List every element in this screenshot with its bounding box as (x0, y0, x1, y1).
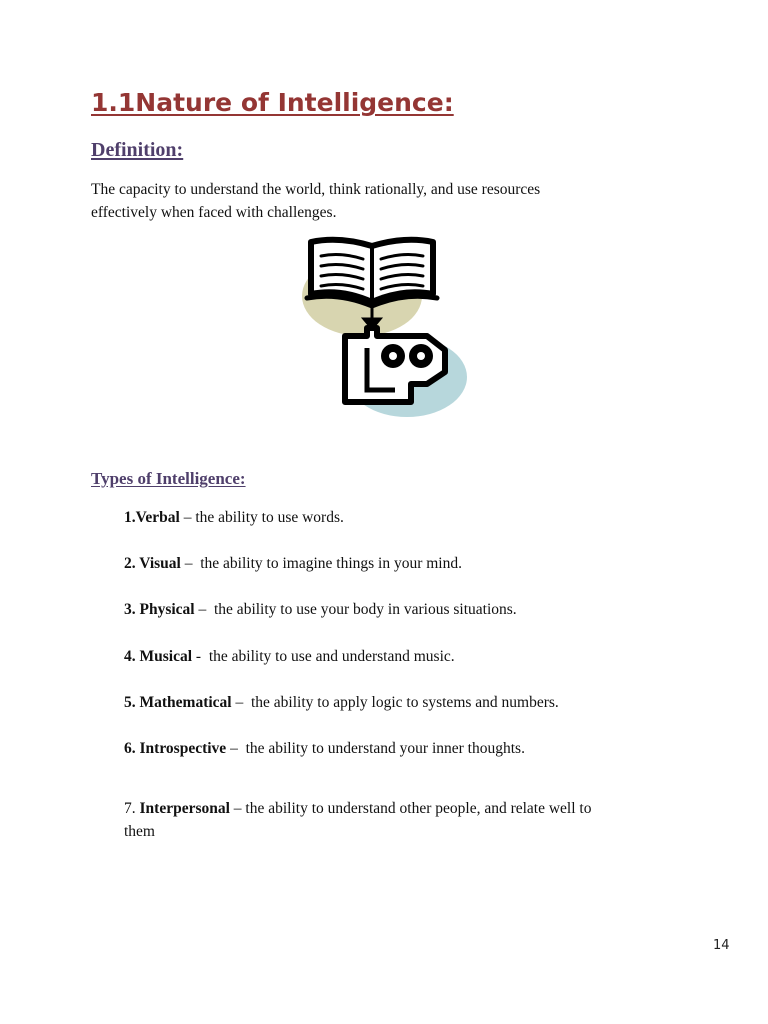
types-heading: Types of Intelligence: (91, 469, 246, 488)
type-separator: – (226, 740, 246, 757)
type-description: the ability to use your body in various situations. (214, 601, 517, 618)
list-item-verbal (124, 506, 684, 529)
type-separator: – (229, 800, 246, 817)
type-description: the ability to imagine things in your mind. (200, 555, 462, 572)
list-item-mathematical (124, 691, 684, 714)
definition-text-line-2: effectively when faced with challenges. (91, 204, 337, 221)
open-book-icon (307, 240, 437, 306)
type-description: the ability to use words. (195, 509, 344, 526)
type-separator: - (192, 648, 209, 665)
list-item-introspective (124, 737, 684, 760)
type-separator: – (179, 509, 196, 526)
list-item-visual (124, 552, 684, 575)
type-label: 2. Visual (124, 555, 181, 572)
type-separator: – (180, 555, 201, 572)
page-number: 14 (713, 938, 730, 953)
type-description: the ability to apply logic to systems and numbers. (250, 694, 559, 711)
type-label: 5. Mathematical (124, 694, 232, 711)
type-label: 1.Verbal (124, 509, 180, 526)
book-learner-illustration (295, 232, 475, 422)
list-item-musical (124, 645, 684, 668)
definition-heading: Definition: (91, 139, 184, 161)
list-item-physical (124, 598, 684, 621)
type-separator: – (194, 601, 214, 618)
type-description: the ability to use and understand music. (208, 648, 455, 665)
type-label: 4. Musical (124, 648, 193, 665)
type-label: Interpersonal (139, 800, 230, 817)
definition-text-line-1: The capacity to understand the world, think rationally, and use resources (91, 181, 541, 198)
type-number: 7. (124, 800, 140, 817)
type-description: the ability to understand other people, and relate well to (245, 800, 592, 817)
type-description-line-2: them (124, 823, 155, 840)
type-description: the ability to understand your inner thoughts. (245, 740, 525, 757)
type-separator: – (231, 694, 251, 711)
book-to-head-icon (295, 232, 475, 422)
list-item-interpersonal (124, 797, 684, 843)
type-label: 6. Introspective (124, 740, 227, 757)
type-label: 3. Physical (124, 601, 195, 618)
page-title: 1.1Nature of Intelligence: (91, 88, 454, 117)
definition-text (91, 178, 651, 224)
